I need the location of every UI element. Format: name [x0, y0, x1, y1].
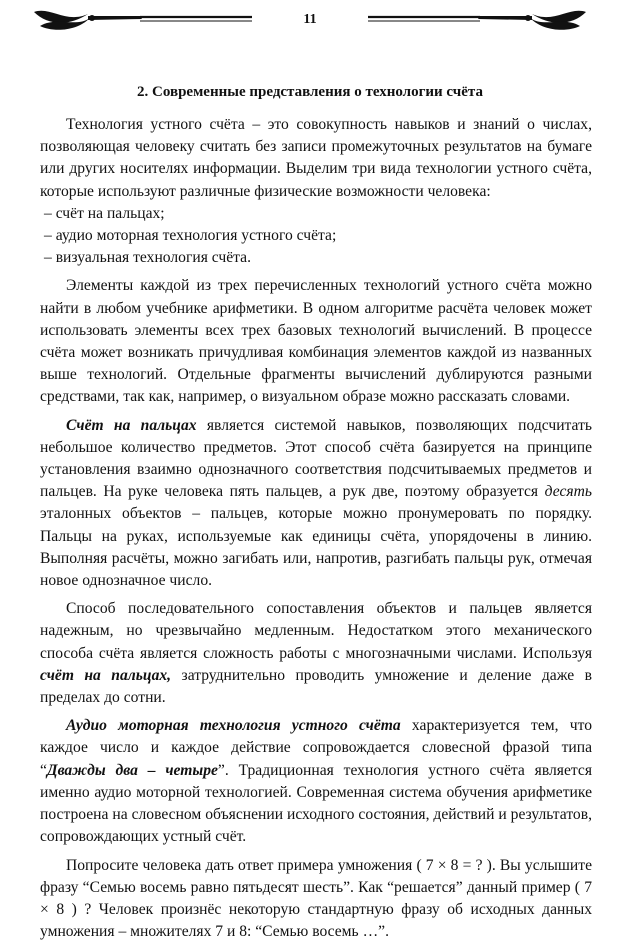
page-number: 11	[30, 12, 590, 28]
paragraph-elements: Элементы каждой из трех перечисленных технологий устного счёта можно найти в любом учебнике арифметики. В одном алгоритме расчёта человек может использовать элементы всех трех базовых технологий вычислений. В процессе счёта может возникать причудливая комбинация элементов каждой из названных выше технологий. Отдельные фрагменты вычислений дублируются разными средствами, так как, например, о визуальном образе можно рассказать словами.	[40, 275, 592, 408]
term-finger-counting-inline: счёт на пальцах,	[40, 667, 171, 684]
term-audio-motor: Аудио моторная технология устного счёта	[66, 717, 401, 734]
page-body	[40, 114, 592, 943]
paragraph-sequential-method	[40, 598, 592, 709]
list-item: – счёт на пальцах;	[44, 203, 592, 225]
paragraph-example: Попросите человека дать ответ примера умножения ( 7 × 8 = ? ). Вы услышите фразу “Семью восемь равно пятьдесят шесть”. Как “решается” данный пример ( 7 × 8 ) ? Человек произнёс некоторую стандартную фразу об исходных данных умножения – множителях 7 и 8: “Семью восемь …”.	[40, 855, 592, 943]
right-ornament-icon	[360, 4, 590, 34]
emphasis-ten: десять	[545, 483, 592, 500]
paragraph-audio-motor	[40, 715, 592, 848]
term-finger-counting: Счёт на пальцах	[66, 417, 197, 434]
paragraph-text: является системой навыков, позволяющих подсчитать небольшое количество предметов. Этот способ счёта базируется на принципе установления взаимно однозначного соответствия подсчитываемых предметов и пальцев. На руке человека пять пальцев, а рук две, поэтому образуется	[40, 417, 592, 501]
list-item: – визуальная технология счёта.	[44, 247, 592, 269]
paragraph-text: Способ последовательного сопоставления объектов и пальцев является надежным, но чрезвычайно медленным. Недостатком этого механического способа счёта является сложность работы с многозначными числами. Используя	[40, 600, 592, 661]
paragraph-text: затруднительно проводить умножение и деление даже в пределах до сотни.	[40, 667, 592, 706]
paragraph-text: эталонных объектов – пальцев, которые можно пронумеровать по порядку. Пальцы на руках, используемые как единицы счёта, упорядочены в линию. Выполняя расчёты, можно загибать или, напротив, разгибать пальцы рук, отмечая новое однозначное число.	[40, 505, 592, 589]
term-twice-two: Дважды два – четыре	[47, 762, 218, 779]
paragraph-finger-counting	[40, 415, 592, 593]
paragraph-intro: Технология устного счёта – это совокупность навыков и знаний о числах, позволяющая человеку считать без записи промежуточных результатов на бумаге или других носителях информации. Выделим три вида технологии устного счёта, которые используют различные физические возможности человека:	[40, 114, 592, 203]
paragraph-text: ”. Традиционная технология устного счёта является именно аудио моторной технологией. Современная система обучения арифметике построена на словесном объяснении исходного состояния, действий и результатов, сопровождающих устный счёт.	[40, 762, 592, 846]
technology-list	[40, 203, 592, 270]
section-title: 2. Современные представления о технологии счёта	[40, 84, 580, 101]
list-item: – аудио моторная технология устного счёта;	[44, 225, 592, 247]
paragraph-text: характеризуется тем, что каждое число и каждое действие сопровождается словесной фразой типа “	[40, 717, 592, 778]
page-header	[30, 4, 590, 34]
